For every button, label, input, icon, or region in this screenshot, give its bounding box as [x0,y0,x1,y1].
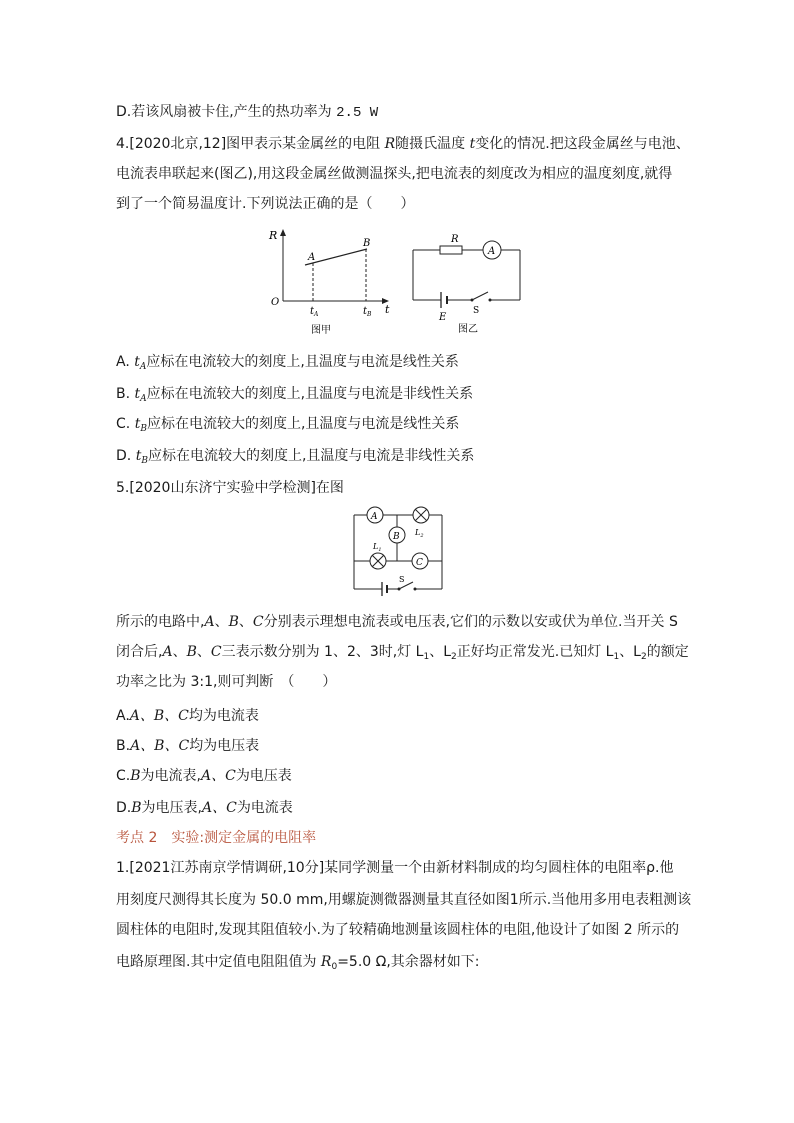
section-heading: 考点 2 实验:测定金属的电阻率 [116,830,317,846]
q5-option-b: B.A、B、C均为电压表 [116,738,260,754]
origin-label: O [271,297,280,308]
svg-text:S: S [473,306,480,316]
q4-stem-line3: 到了一个简易温度计.下列说法正确的是（ ） [116,196,415,212]
svg-text:L2: $L_2$ [415,528,424,539]
x-label: t [385,303,390,316]
q5-stem-line3: 闭合后,A、B、C三表示数分别为 1、2、3时,灯 $L_1$、$L_2$正好均正常发光.已知灯 $L_1$、$L_2$的额定 [116,644,689,662]
q4-stem-line1: 4.[2020北京,12]图甲表示某金属丝的电阻 R随摄氏温度 t变化的情况.把这段金属丝与电池、 [116,136,690,152]
q1-stem-line4: 电路原理图.其中定值电阻阻值为 $R_0=5.0$ Ω,其余器材如下: [116,954,480,972]
q5-option-a: A.A、B、C均为电流表 [116,708,259,724]
svg-text:L1: $L_1$ [373,542,382,553]
switch-s [472,292,488,300]
svg-text:S: S [399,575,405,584]
svg-text:A: A [488,246,496,257]
figure-jia-graph [265,225,395,345]
q1-stem-line1: 1.[2021江苏南京学情调研,10分]某同学测量一个由新材料制成的均匀圆柱体的电阻率ρ.他 [116,860,674,876]
point-b-label: B [363,238,371,249]
resistor-r [440,246,462,254]
q4-option-b: B. $t_A$应标在电流较大的刻度上,且温度与电流是非线性关系 [116,386,474,404]
figure-q5-circuit [348,503,448,603]
y-axis-arrow [280,229,286,236]
caption-jia: 图甲 [311,325,331,336]
svg-text:图乙: 图乙 [458,324,478,335]
q1-stem-line2: 用刻度尺测得其长度为 50.0 mm,用螺旋测微器测量其直径如图1所示.当他用多用电表粗测该 [116,892,692,908]
q5-stem-line1: 5.[2020山东济宁实验中学检测]在图 [116,480,344,496]
svg-text:E: E [439,312,447,323]
q5-stem-line2: 所示的电路中,A、B、C分别表示理想电流表或电压表,它们的示数以安或伏为单位.当开关 S [116,614,678,630]
q4-option-a: A. $t_A$应标在电流较大的刻度上,且温度与电流是线性关系 [116,354,459,372]
q5-option-c: C.B为电流表,A、C为电压表 [116,768,292,784]
q1-stem-line3: 圆柱体的电阻时,发现其阻值较小.为了较精确地测量该圆柱体的电阻,他设计了如图 2 所示的 [116,922,680,938]
figure-yi-circuit [405,228,530,343]
q4-stem-line2: 电流表串联起来(图乙),用这段金属丝做测温探头,把电流表的刻度改为相应的温度刻度,就得 [116,166,673,182]
q4-option-d: D. $t_B$应标在电流较大的刻度上,且温度与电流是非线性关系 [116,448,475,466]
tick-a-label: $t_A$ [310,306,319,318]
point-a-label: A [308,252,316,263]
svg-text:B: B [393,532,400,542]
y-label: R [269,229,278,242]
q4-option-c: C. $t_B$应标在电流较大的刻度上,且温度与电流是线性关系 [116,416,460,434]
svg-text:C: C [416,558,423,568]
svg-text:R: R [451,234,459,245]
tick-b-label: $t_B$ [363,306,372,318]
svg-text:A: A [371,512,378,522]
q5-option-d: D.B为电压表,A、C为电流表 [116,800,293,816]
q5-stem-line4: 功率之比为 3:1,则可判断 （ ） [116,674,337,690]
option-d-prev: D.若该风扇被卡住,产生的热功率为 2.5 W [116,104,379,121]
